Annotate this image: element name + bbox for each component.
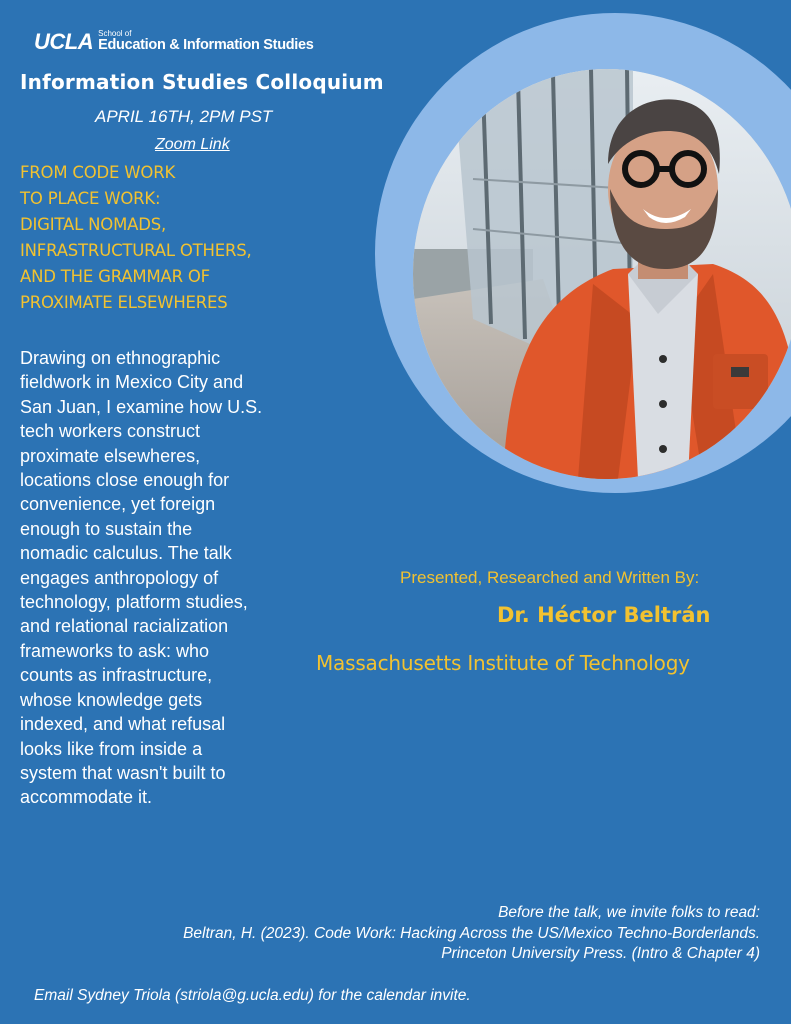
reading-line: Before the talk, we invite folks to read:: [498, 904, 760, 921]
abstract-line: and relational racialization: [20, 616, 229, 637]
abstract-line: San Juan, I examine how U.S.: [20, 396, 263, 417]
talk-title-line: TO PLACE WORK:: [20, 189, 161, 208]
talk-title-line: AND THE GRAMMAR OF: [20, 267, 210, 286]
event-date: APRIL 16TH, 2PM PST: [95, 107, 273, 126]
portrait-illustration: [413, 69, 791, 479]
talk-title: [20, 160, 252, 316]
abstract-line: convenience, yet foreign: [20, 494, 216, 515]
abstract-line: fieldwork in Mexico City and: [20, 372, 244, 393]
talk-title-line: FROM CODE WORK: [20, 163, 176, 182]
abstract-line: nomadic calculus. The talk: [20, 543, 232, 564]
reading-line: Beltran, H. (2023). Code Work: Hacking Across the US/Mexico Techno-Borderlands.: [183, 924, 760, 942]
speaker-name: Dr. Héctor Beltrán: [497, 603, 711, 627]
abstract-line: accommodate it.: [20, 787, 153, 808]
abstract-line: system that wasn't built to: [20, 762, 226, 783]
talk-title-line: DIGITAL NOMADS,: [20, 215, 167, 234]
abstract-line: technology, platform studies,: [20, 592, 248, 613]
presenter-credit: Presented, Researched and Written By:: [400, 568, 700, 587]
series-title: Information Studies Colloquium: [20, 70, 384, 94]
abstract-line: indexed, and what refusal: [20, 714, 226, 735]
abstract-line: frameworks to ask: who: [20, 640, 210, 661]
logo-wordmark: UCLA: [34, 28, 94, 54]
abstract-line: enough to sustain the: [20, 518, 193, 539]
abstract-line: Drawing on ethnographic: [20, 348, 221, 368]
reading-line: Princeton University Press. (Intro & Chapter 4): [441, 945, 760, 962]
talk-title-line: PROXIMATE ELSEWHERES: [20, 293, 228, 312]
talk-abstract: [20, 346, 320, 810]
logo-school: [98, 30, 313, 53]
logo-school-name: Education & Information Studies: [98, 37, 314, 53]
abstract-line: tech workers construct: [20, 421, 201, 442]
ucla-logo: [34, 30, 314, 53]
abstract-line: counts as infrastructure,: [20, 665, 213, 686]
talk-title-line: INFRASTRUCTURAL OTHERS,: [20, 241, 252, 260]
logo-school-of: School of: [98, 29, 132, 38]
abstract-line: engages anthropology of: [20, 567, 219, 588]
abstract-line: looks like from inside a: [20, 738, 203, 759]
abstract-line: proximate elsewheres,: [20, 445, 201, 466]
calendar-invite-note: Email Sydney Triola (striola@g.ucla.edu) for the calendar invite.: [34, 987, 471, 1004]
zoom-link[interactable]: Zoom Link: [155, 136, 230, 153]
abstract-line: whose knowledge gets: [20, 689, 203, 710]
speaker-portrait: [413, 69, 791, 479]
pre-reading-note: [183, 903, 760, 965]
speaker-affiliation: Massachusetts Institute of Technology: [316, 651, 690, 675]
abstract-line: locations close enough for: [20, 470, 230, 491]
